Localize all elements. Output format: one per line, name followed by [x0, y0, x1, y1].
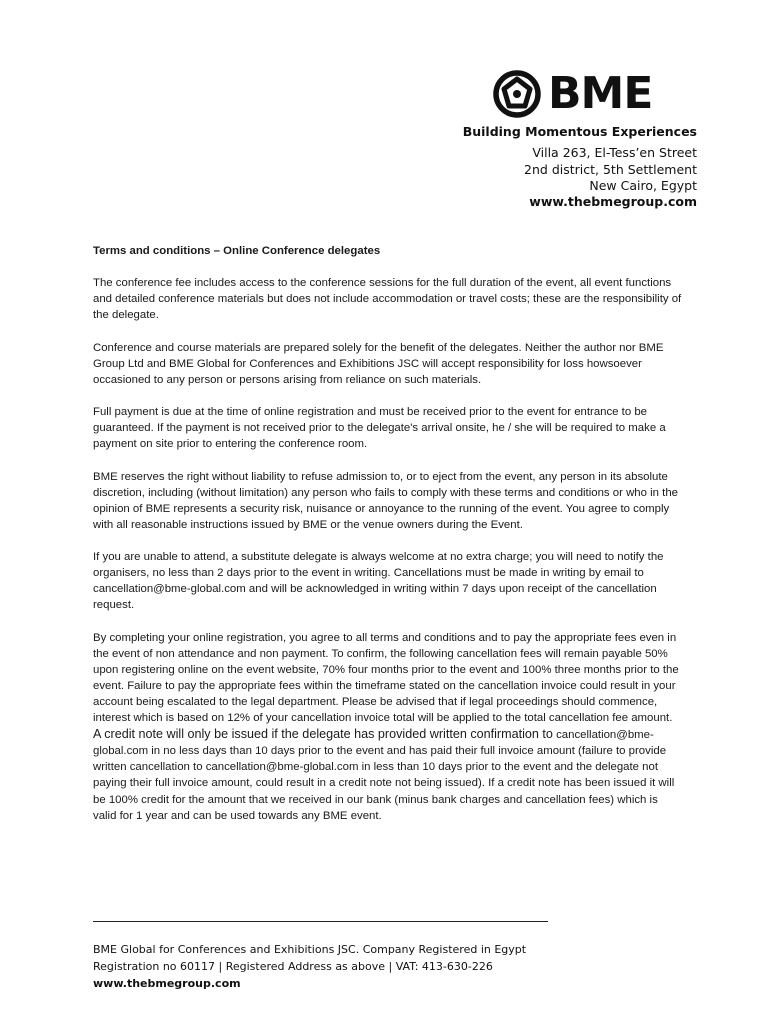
footer-company-line: BME Global for Conferences and Exhibitions JSC. Company Registered in Egypt [93, 943, 527, 956]
footer-registration-line: Registration no 60117 | Registered Address as above | VAT: 413-630-226 [93, 960, 493, 973]
company-address [524, 145, 697, 195]
terms-paragraph: Full payment is due at the time of online registration and must be received prior to the event for entrance to be guaranteed. If the payment is not received prior to the delegate's arrival onsite, he / she will be required to make a payment on site prior to entering the conference room. [93, 406, 666, 451]
terms-paragraph: Conference and course materials are prepared solely for the benefit of the delegates. Neither the author nor BME Group Ltd and BME Global for Conferences and Exhibitions JSC will accept responsibility for loss howsoever occasioned to any person or persons arising from reliance on such materials. [93, 341, 664, 386]
address-line: New Cairo, Egypt [589, 178, 697, 193]
footer-website-link[interactable]: www.thebmegroup.com [93, 977, 241, 990]
terms-paragraph: If you are unable to attend, a substitute delegate is always welcome at no extra charge; you will need to notify the organisers, no less than 2 days prior to the event in writing. Cancellations must be made in writing by email to cancellation@bme-global.com and will be acknowledged in writing within 7 days upon receipt of the cancellation request. [93, 551, 664, 612]
terms-body [93, 243, 683, 840]
cancellation-fees-text: By completing your online registration, you agree to all terms and conditions and to pay the appropriate fees even in the event of non attendance and non payment. To confirm, the following cancellation fees will remain payable 50% upon registering online on the event website, 70% four months prior to the event and 100% three months prior to the event. Failure to pay the appropriate fees within the timeframe stated on the cancellation invoice could result in your account being escalated to the legal department. Please be advised that if legal proceedings should commence, interest which is based on 12% of your cancellation invoice total will be applied to the total cancellation fee amount. [93, 631, 679, 725]
terms-paragraph-cancellation [93, 630, 683, 824]
address-line: Villa 263, El-Tess’en Street [532, 145, 697, 160]
bme-emblem-icon [492, 69, 542, 119]
credit-note-details-text: cancellation@bme-global.com in no less days than 10 days prior to the event and has paid their full invoice amount (failure to provide written cancellation to cancellation@bme-global.com in less than 10 days prior to the event and the delegate not paying their full invoice amount, could result in a credit note not being issued). If a credit note has been issued it will be 100% credit for the amount that we received in our bank (minus bank charges and cancellation fees) which is valid for 1 year and can be used towards any BME event. [93, 729, 675, 822]
page-footer [93, 941, 693, 992]
header-website-link[interactable]: www.thebmegroup.com [529, 194, 697, 209]
address-line: 2nd district, 5th Settlement [524, 161, 697, 177]
company-tagline: Building Momentous Experiences [462, 124, 697, 139]
credit-note-text: A credit note will only be issued if the delegate has provided written confirmation to [93, 727, 553, 742]
terms-paragraph: BME reserves the right without liability to refuse admission to, or to eject from the event, any person in its absolute discretion, including (without limitation) any person who fails to comply with these terms and conditions or who in the opinion of BME represents a security risk, nuisance or annoyance to the running of the event. You agree to comply with all reasonable instructions issued by BME or the venue owners during the Event. [93, 470, 679, 531]
company-logo [492, 68, 697, 120]
footer-divider [93, 921, 548, 922]
document-title: Terms and conditions – Online Conference delegates [93, 245, 381, 257]
logo-wordmark: BME [548, 68, 653, 119]
terms-paragraph: The conference fee includes access to the conference sessions for the full duration of the event, all event functions and detailed conference materials but does not include accommodation or travel costs; these are the responsibility of the delegate. [93, 277, 682, 322]
